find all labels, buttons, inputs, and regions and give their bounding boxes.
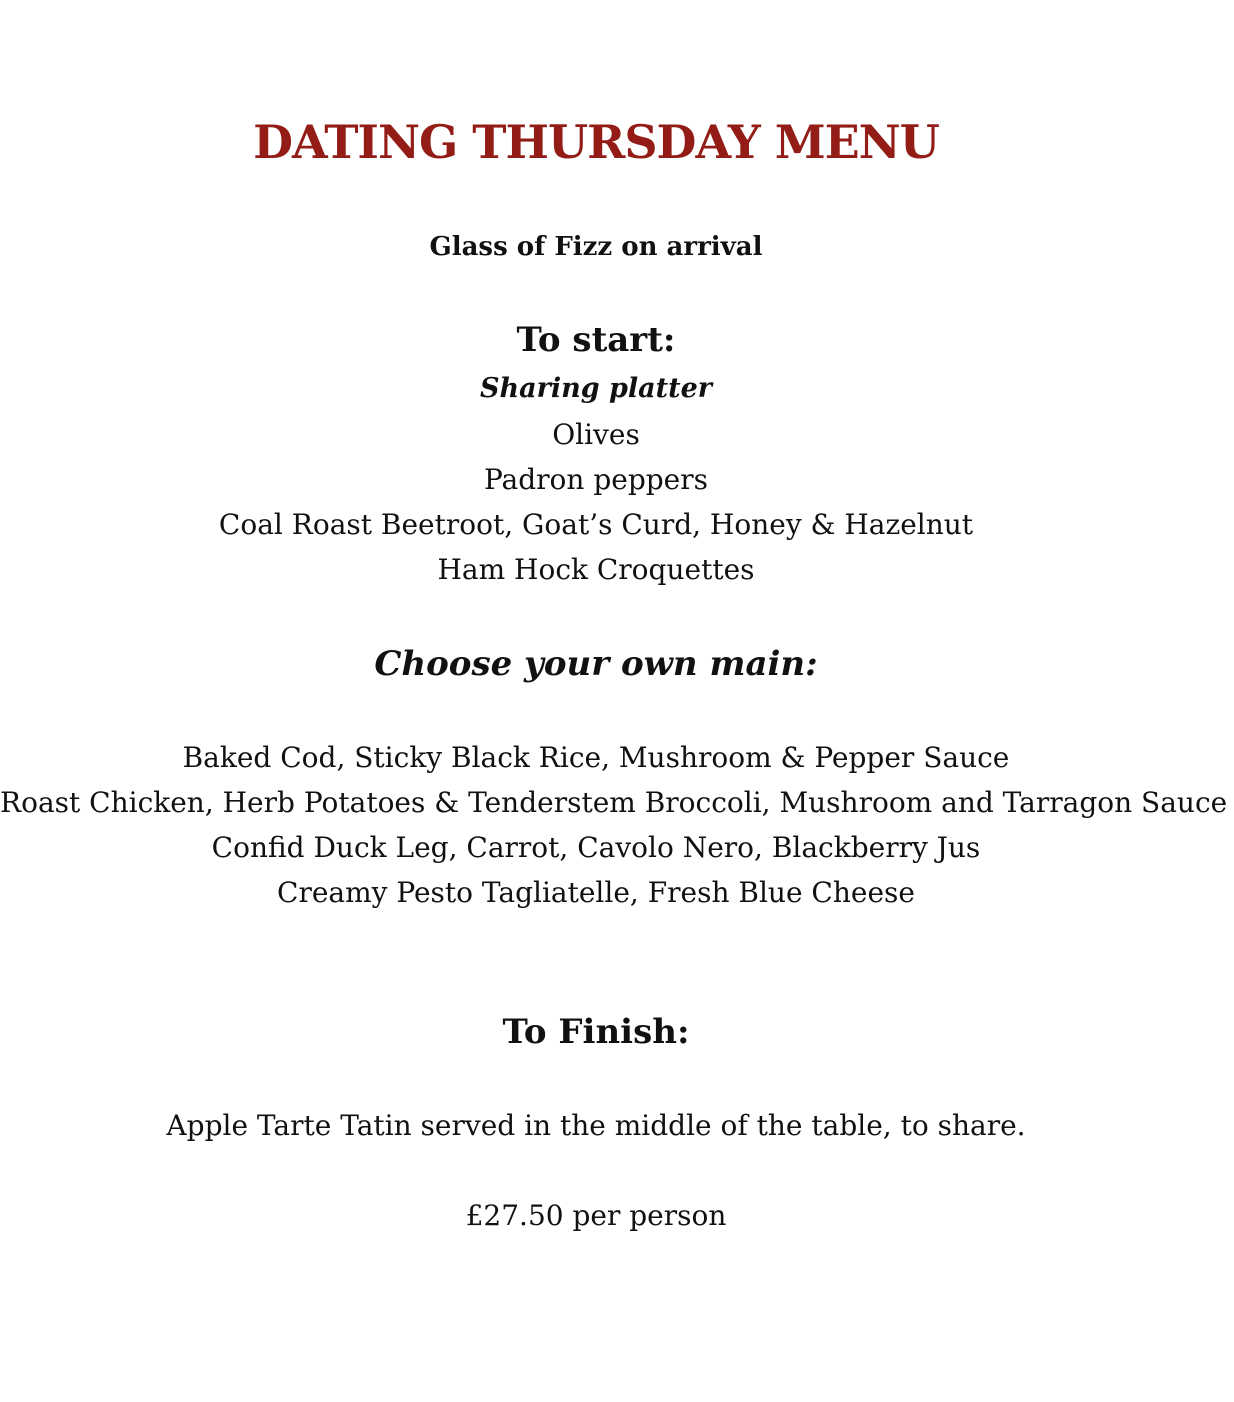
main-heading: Choose your own main: [374,644,818,684]
starter-item: Coal Roast Beetroot, Goat’s Curd, Honey & Hazelnut [218,508,974,541]
starter-subheading: Sharing platter [480,373,712,404]
menu-title: DATING THURSDAY MENU [253,115,939,169]
main-item: Confid Duck Leg, Carrot, Cavolo Nero, Blackberry Jus [211,831,981,864]
price: £27.50 per person [465,1199,727,1232]
starter-item: Padron peppers [483,463,709,496]
dessert-item: Apple Tarte Tatin served in the middle of the table, to share. [166,1109,1026,1142]
dessert-heading: To Finish: [502,1012,690,1052]
arrival-drink: Glass of Fizz on arrival [429,232,763,262]
starter-heading: To start: [516,320,676,360]
starter-item: Ham Hock Croquettes [437,553,755,586]
main-item: Baked Cod, Sticky Black Rice, Mushroom & Pepper Sauce [182,741,1010,774]
starter-item: Olives [552,418,640,451]
main-item: Creamy Pesto Tagliatelle, Fresh Blue Cheese [277,876,915,909]
main-item: Roast Chicken, Herb Potatoes & Tenderstem Broccoli, Mushroom and Tarragon Sauce [0,786,1228,819]
